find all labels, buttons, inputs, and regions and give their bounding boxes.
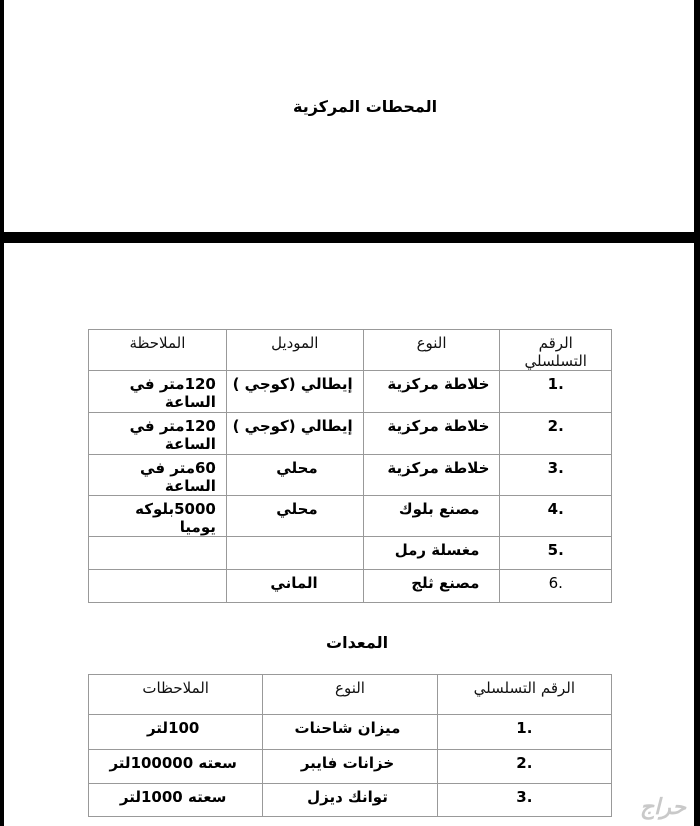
row-note: 120متر في الساعة: [89, 371, 227, 413]
row-model: إيطالي (كوجي ): [226, 371, 363, 413]
row-model: الماني: [226, 570, 363, 603]
row-number: 1.: [547, 375, 564, 393]
row-type: ميزان شاحنات: [263, 715, 437, 750]
row-type: مصنع بلوك: [363, 496, 500, 537]
table-row: [89, 371, 612, 413]
stations-table: [88, 329, 612, 603]
row-model: إيطالي (كوجي ): [226, 413, 363, 455]
header-note: الملاحظة: [89, 330, 227, 371]
table-header-row: [89, 330, 612, 371]
row-model: [226, 537, 363, 570]
table-row: [89, 570, 612, 603]
row-note: [89, 570, 227, 603]
header-serial: الرقم التسلسلي: [500, 330, 612, 371]
row-type: توانك ديزل: [263, 784, 437, 817]
header-type: النوع: [263, 675, 437, 715]
page-title: المحطات المركزية: [293, 97, 438, 116]
row-number: 2.: [516, 754, 533, 772]
header-note: الملاحظات: [89, 675, 263, 715]
row-type: خلاطة مركزية: [363, 371, 500, 413]
row-type: خلاطة مركزية: [363, 455, 500, 496]
row-note: سعته 1000لتر: [89, 784, 263, 817]
table-row: [89, 537, 612, 570]
page-1: [4, 0, 694, 232]
row-note: 100لتر: [89, 715, 263, 750]
row-note: 5000بلوكه يوميا: [89, 496, 227, 537]
table-row: [89, 496, 612, 537]
equipment-title: المعدات: [326, 633, 389, 652]
row-number: 5.: [547, 541, 564, 559]
watermark-logo: حراج: [639, 795, 686, 820]
row-type: خزانات فايبر: [263, 750, 437, 784]
row-type: مصنع ثلج: [363, 570, 500, 603]
row-type: مغسلة رمل: [363, 537, 500, 570]
table-row: [89, 784, 612, 817]
table-row: [89, 715, 612, 750]
row-model: محلي: [226, 496, 363, 537]
row-number: 3.: [547, 459, 564, 477]
table-row: [89, 455, 612, 496]
row-note: سعته 100000لتر: [89, 750, 263, 784]
row-model: محلي: [226, 455, 363, 496]
page-2: [4, 243, 694, 826]
table-row: [89, 750, 612, 784]
row-number: 2.: [547, 417, 564, 435]
row-note: 60متر في الساعة: [89, 455, 227, 496]
row-number: 1.: [516, 719, 533, 737]
table-header-row: [89, 675, 612, 715]
header-model: الموديل: [226, 330, 363, 371]
row-note: 120متر في الساعة: [89, 413, 227, 455]
row-number: 3.: [516, 788, 533, 806]
equipment-table: [88, 674, 612, 817]
header-type: النوع: [363, 330, 500, 371]
table-row: [89, 413, 612, 455]
row-note: [89, 537, 227, 570]
row-number: 6.: [548, 574, 563, 592]
row-type: خلاطة مركزية: [363, 413, 500, 455]
header-serial: الرقم التسلسلي: [437, 675, 611, 715]
row-number: 4.: [547, 500, 564, 518]
